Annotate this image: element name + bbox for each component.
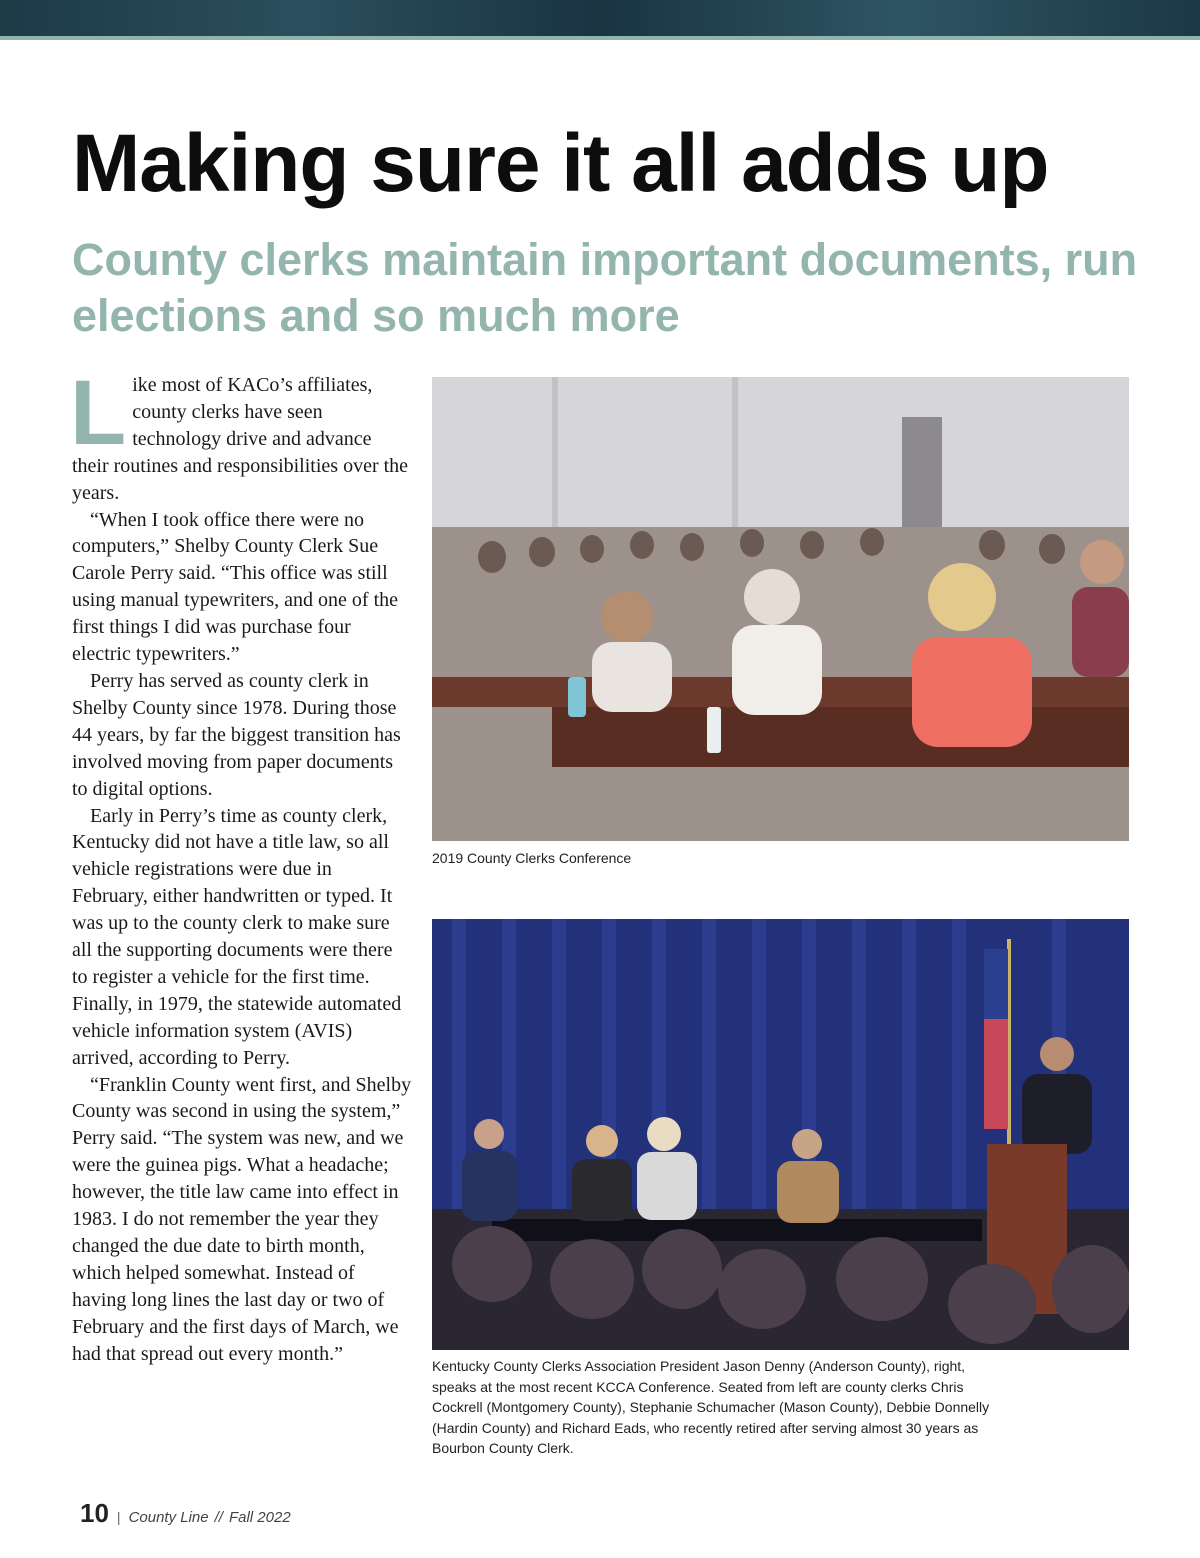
- drop-cap: L: [70, 362, 127, 464]
- footer-separator: |: [116, 1509, 121, 1525]
- page-number: 10: [80, 1498, 109, 1528]
- photo-caption: Kentucky County Clerks Association President Jason Denny (Anderson County), right, speaks at the most recent KCCA Conference. Seated from left are county clerks Chris Cockrell (Montgomery County), Stephanie Schumacher (Mason County), Debbie Donnelly (Hardin County) and Richard Eads, who recently retired after serving almost 30 years as Bourbon County Clerk.: [432, 1358, 990, 1456]
- photo-caption: 2019 County Clerks Conference: [432, 850, 632, 866]
- article-paragraph: “When I took office there were no computers,” Shelby County Clerk Sue Carole Perry said. “This office was still using manual typewriters, and one of the first things I did was purchase four electric typewriters.”: [72, 508, 399, 666]
- article-paragraph: [70, 362, 412, 507]
- article-headline: Making sure it all adds up: [72, 118, 1049, 209]
- publication-name: County Line: [128, 1509, 209, 1526]
- article-body: [70, 362, 412, 1368]
- paragraph-text: ike most of KACo’s affiliates, county clerks have seen technology drive and advance their routines and responsibilities over the years.: [72, 374, 409, 504]
- issue-label: Fall 2022: [228, 1509, 291, 1526]
- top-banner: [0, 0, 1200, 36]
- kcca-stage-photo: [432, 919, 1129, 1350]
- article-subheadline: County clerks maintain important documents, run elections and so much more: [72, 234, 1138, 341]
- article-paragraph: Early in Perry’s time as county clerk, Kentucky did not have a title law, so all vehicle registrations were due in February, either handwritten or typed. It was up to the county clerk to make sure all the supporting documents were there to register a vehicle for the first time. Finally, in 1979, the statewide automated vehicle information system (AVIS) arrived, according to Perry.: [72, 804, 402, 1069]
- conference-audience-photo: [432, 377, 1129, 841]
- footer-slash: //: [214, 1509, 223, 1526]
- article-paragraph: Perry has served as county clerk in Shelby County since 1978. During those 44 years, by far the biggest transition has involved moving from paper documents to digital options.: [72, 669, 401, 800]
- audience-illustration: [432, 377, 1129, 841]
- page-footer: [80, 1498, 291, 1529]
- top-banner-rule: [0, 36, 1200, 40]
- stage-illustration: [432, 919, 1129, 1350]
- article-paragraph: “Franklin County went first, and Shelby County was second in using the system,” Perry said. “The system was new, and we were the guinea pigs. What a headache; however, the title law came into effect in 1983. I do not remember the year they changed the due date to birth month, which helped somewhat. Instead of having long lines the last day or two of February and the first days of March, we had that spread out every month.”: [72, 1073, 412, 1365]
